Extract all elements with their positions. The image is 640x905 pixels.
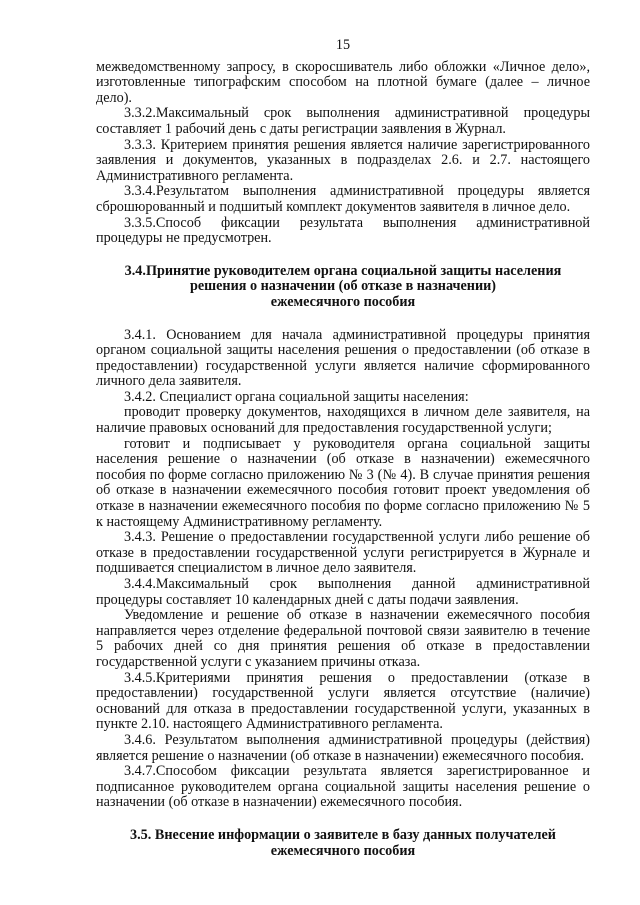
document-page [96, 38, 590, 859]
heading-line: ежемесячного пособия [270, 842, 416, 859]
paragraph: 3.3.5.Способ фиксации результата выполнения административной процедуры не предусмотрен. [96, 214, 590, 247]
heading-line: ежемесячного пособия [270, 293, 416, 310]
paragraph: 3.4.6. Результатом выполнения административной процедуры (действия) является решение о назначении (об отказе в назначении) ежемесячного пособия. [96, 731, 590, 764]
section-heading-3-5 [96, 828, 590, 859]
paragraph: готовит и подписывает у руководителя органа социальной защиты населения решение о назначении (об отказе в назначении) ежемесячного пособия по форме согласно приложению № 3 (№ 4). В случае принятия решения об отказе в назначении ежемесячного пособия готовит проект уведомления об отказе в назначении ежемесячного пособия по форме согласно приложению № 5 к настоящему Административному регламенту. [96, 435, 590, 530]
page-number: 15 [335, 37, 351, 53]
paragraph: 3.4.2. Специалист органа социальной защиты населения: [124, 388, 469, 405]
paragraph: 3.4.1. Основанием для начала административной процедуры принятия органом социальной защиты населения решения о предоставлении (об отказе в предоставлении) государственной услуги является наличие сформированного личного дела заявителя. [96, 326, 590, 390]
paragraph: межведомственному запросу, в скоросшиватель либо обложки «Личное дело», изготовленные типографским способом на плотной бумаге (далее – личное дело). [96, 58, 590, 106]
paragraph: 3.4.4.Максимальный срок выполнения данной административной процедуры составляет 10 календарных дней с даты подачи заявления. [96, 576, 590, 608]
paragraph: Уведомление и решение об отказе в назначении ежемесячного пособия направляется через отделение федеральной почтовой связи заявителю в течение 5 рабочих дней со дня принятия решения об отказе в предоставлении государственной услуги с указанием причины отказа. [96, 607, 590, 670]
paragraph: 3.4.3. Решение о предоставлении государственной услуги либо решение об отказе в предоставлении государственной услуги регистрируется в Журнале и подшивается специалистом в личное дело заявителя. [96, 529, 590, 577]
section-heading-3-4 [96, 264, 590, 311]
paragraph: 3.3.2.Максимальный срок выполнения административной процедуры составляет 1 рабочий день с даты регистрации заявления в Журнал. [96, 105, 590, 137]
paragraph: 3.3.3. Критерием принятия решения является наличие зарегистрированного заявления и документов, указанных в подразделах 2.6. и 2.7. настоящего Административного регламента. [96, 136, 590, 184]
paragraph: проводит проверку документов, находящихся в личном деле заявителя, на наличие правовых оснований для предоставления государственной услуги; [96, 404, 590, 437]
section-34-block [96, 328, 590, 811]
heading-line: решения о назначении (об отказе в назначении) [189, 278, 497, 295]
paragraph: 3.4.5.Критериями принятия решения о предоставлении (отказе в предоставлении) государственной услуги является отсутствие (наличие) оснований для отказа в предоставлении государственной услуги, указанных в пункте 2.10. настоящего Административного регламента. [96, 669, 590, 733]
heading-line: 3.5. Внесение информации о заявителе в базу данных получателей [130, 826, 556, 843]
paragraph: 3.3.4.Результатом выполнения административной процедуры является сброшюрованный и подшитый комплект документов заявителя в личное дело. [96, 183, 590, 215]
heading-line: 3.4.Принятие руководителем органа социальной защиты населения [124, 262, 562, 279]
section-333-block [96, 60, 590, 247]
paragraph: 3.4.7.Способом фиксации результата является зарегистрированное и подписанное руководителем органа социальной защиты населения решение о назначении (об отказе в назначении) ежемесячного пособия. [96, 763, 590, 811]
